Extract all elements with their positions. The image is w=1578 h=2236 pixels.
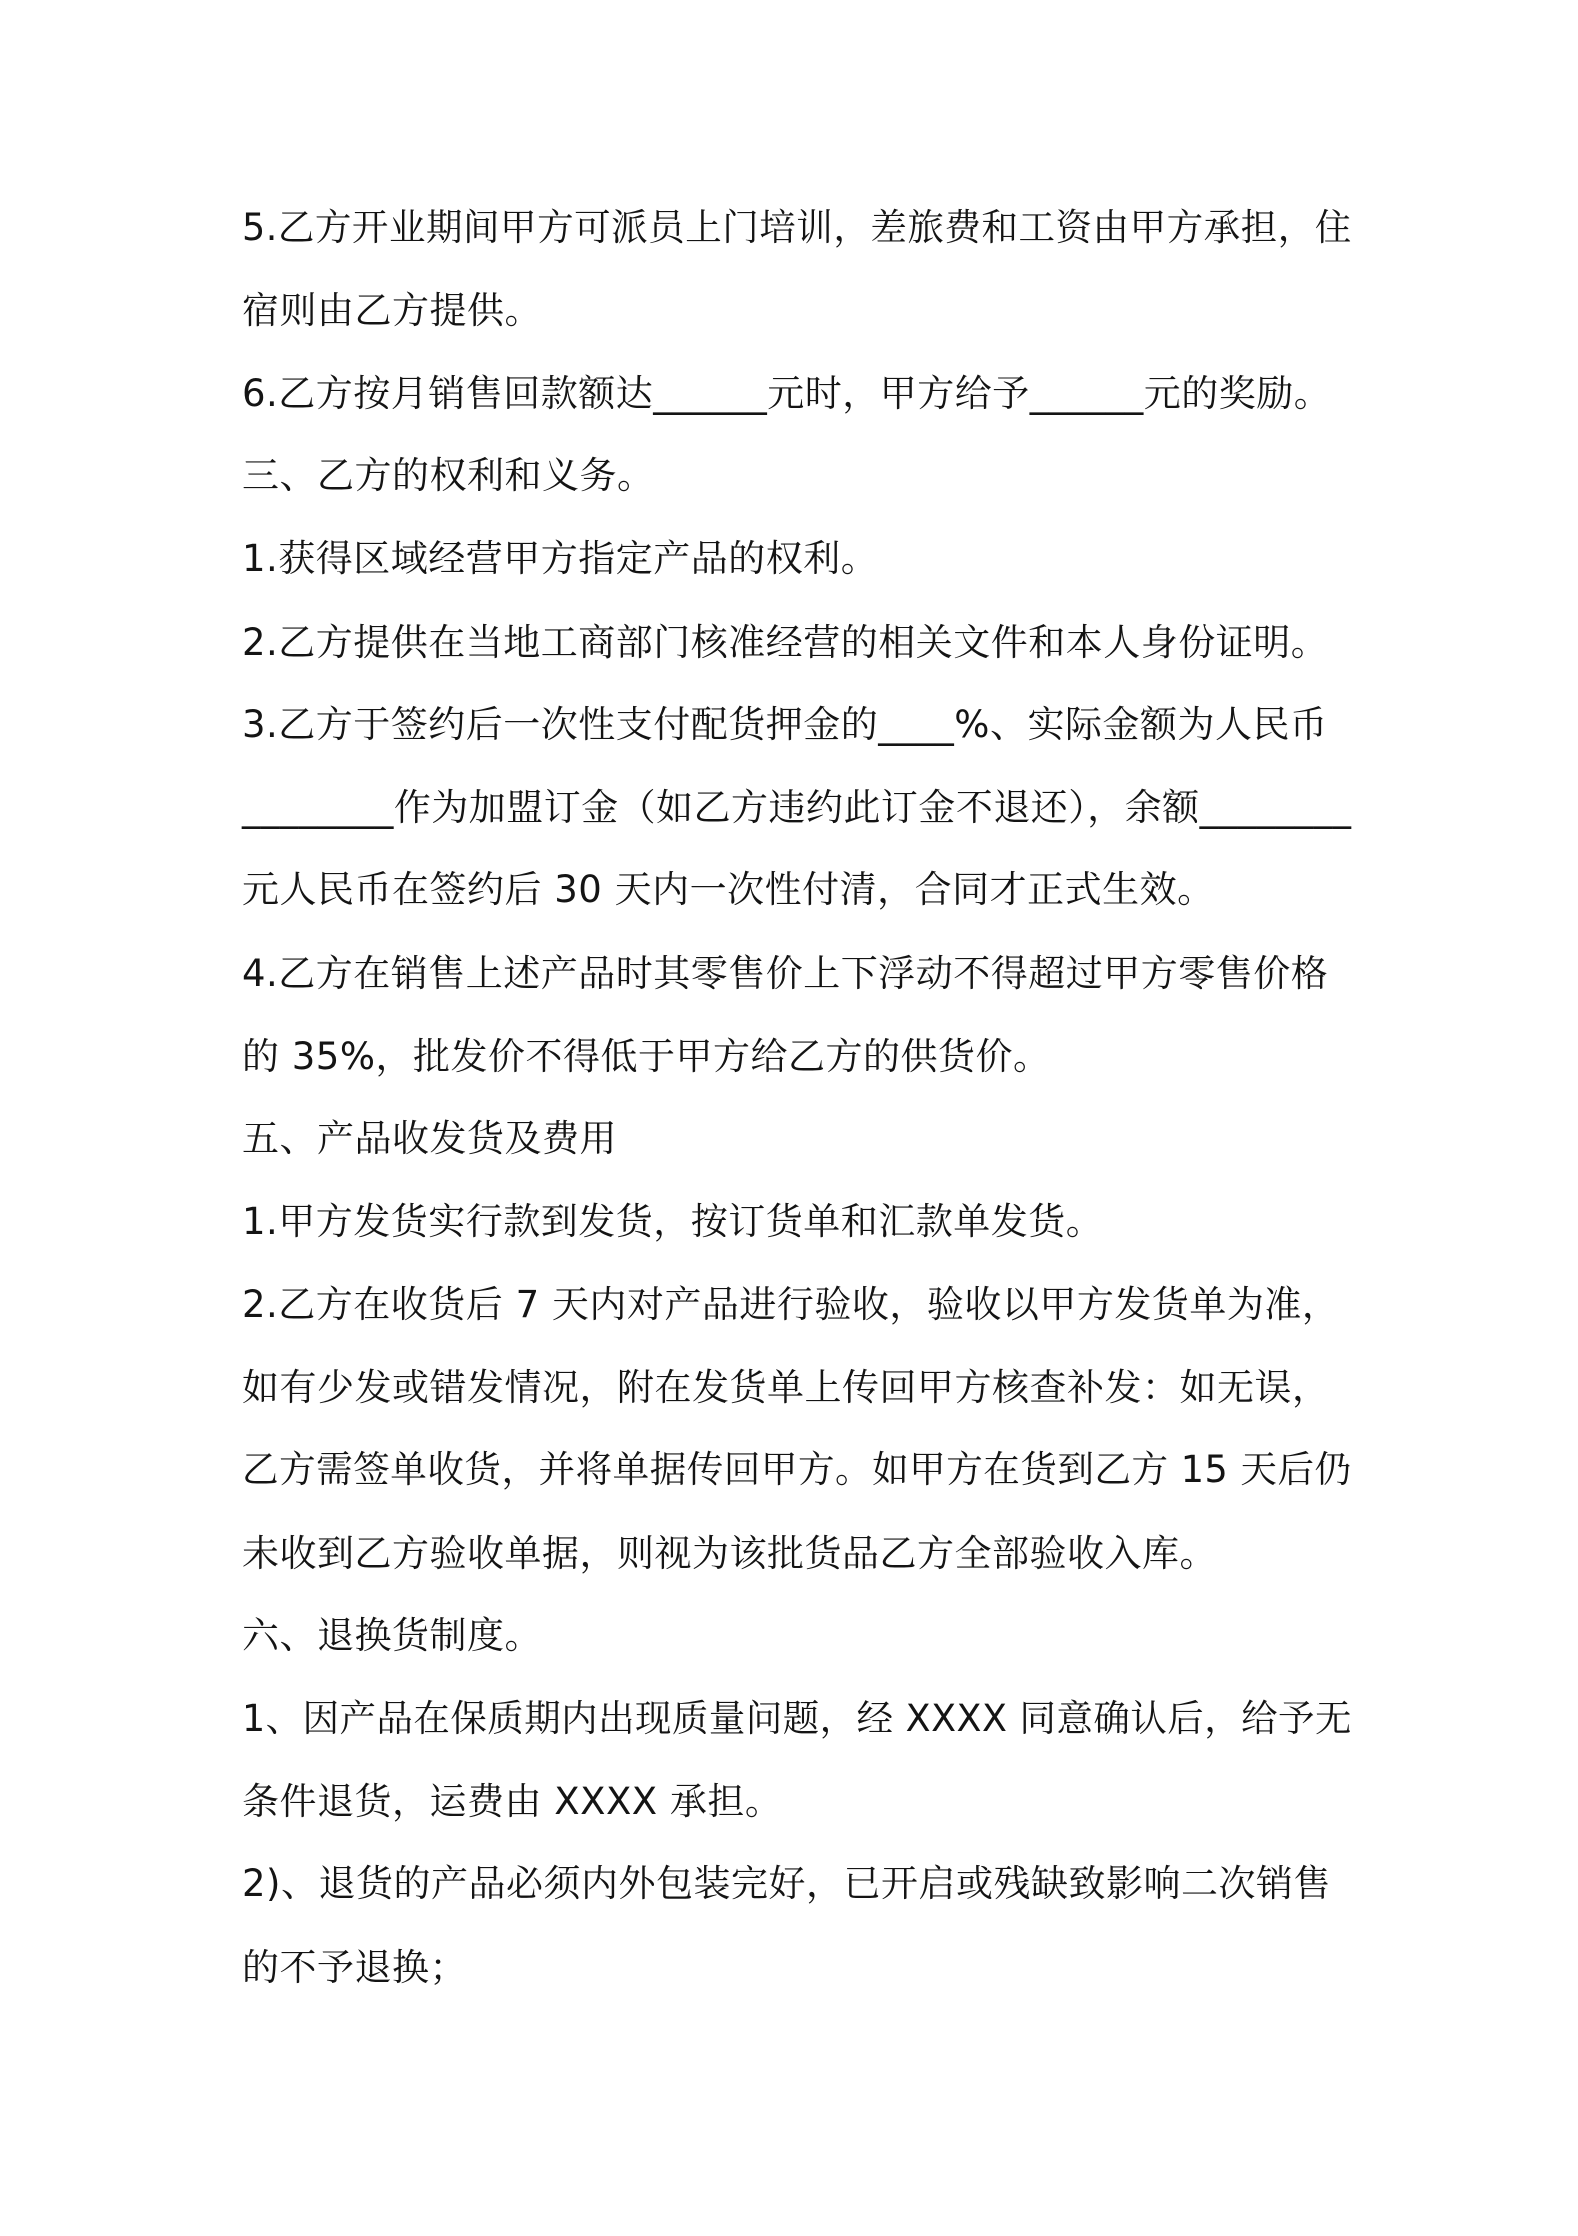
text-line: 1.获得区域经营甲方指定产品的权利。: [242, 537, 879, 580]
text-line: 1、因产品在保质期内出现质量问题，经 XXXX 同意确认后，给予无: [242, 1697, 1352, 1740]
text-line: 6.乙方按月销售回款额达______元时，甲方给予______元的奖励。: [242, 372, 1332, 415]
section-heading: 三、乙方的权利和义务。: [242, 454, 655, 497]
text-line: 4.乙方在销售上述产品时其零售价上下浮动不得超过甲方零售价格: [242, 952, 1329, 995]
text-line: 1.甲方发货实行款到发货，按订货单和汇款单发货。: [242, 1200, 1104, 1243]
text-line: 5.乙方开业期间甲方可派员上门培训，差旅费和工资由甲方承担，住: [242, 206, 1352, 249]
text-line: 2.乙方提供在当地工商部门核准经营的相关文件和本人身份证明。: [242, 621, 1329, 664]
text-line: 如有少发或错发情况，附在发货单上传回甲方核查补发：如无误，: [242, 1366, 1330, 1409]
text-line: 未收到乙方验收单据，则视为该批货品乙方全部验收入库。: [242, 1532, 1217, 1575]
section-heading: 五、产品收发货及费用: [242, 1117, 617, 1160]
text-line: 3.乙方于签约后一次性支付配货押金的____%、实际金额为人民币: [242, 703, 1328, 746]
text-line: 宿则由乙方提供。: [242, 289, 542, 332]
section-heading: 六、退换货制度。: [242, 1614, 542, 1657]
text-line: 2.乙方在收货后 7 天内对产品进行验收，验收以甲方发货单为准，: [242, 1283, 1340, 1326]
text-line: 元人民币在签约后 30 天内一次性付清，合同才正式生效。: [242, 868, 1215, 911]
text-line: 2)、退货的产品必须内外包装完好，已开启或残缺致影响二次销售: [242, 1862, 1331, 1905]
text-line: 的不予退换；: [242, 1946, 467, 1989]
text-line: ________作为加盟订金（如乙方违约此订金不退还），余额________: [242, 786, 1352, 829]
text-line: 乙方需签单收货，并将单据传回甲方。如甲方在货到乙方 15 天后仍: [242, 1448, 1352, 1491]
text-line: 条件退货，运费由 XXXX 承担。: [242, 1780, 783, 1823]
text-line: 的 35%，批发价不得低于甲方给乙方的供货价。: [242, 1035, 1051, 1078]
